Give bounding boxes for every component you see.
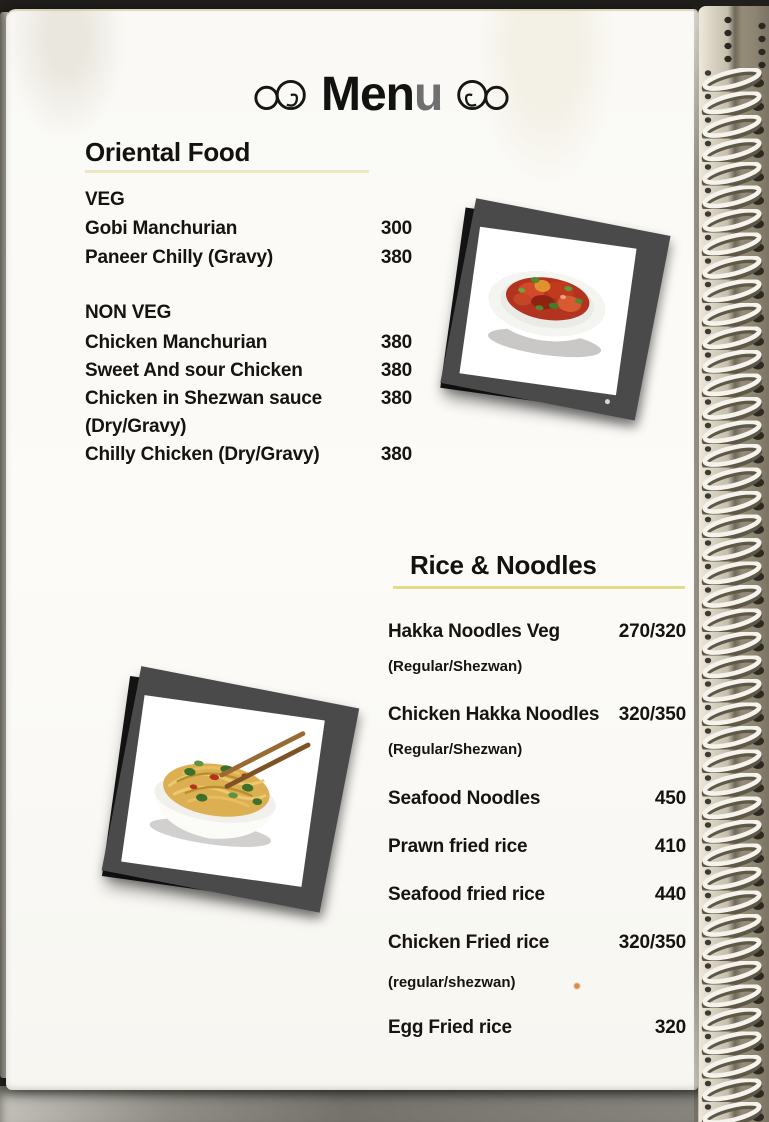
table-surface (0, 1086, 769, 1122)
item-price: 450 (654, 788, 686, 809)
item-price: 440 (654, 884, 686, 905)
item-note-row (85, 415, 412, 439)
item-price: 380 (380, 247, 412, 268)
item-name: Seafood Noodles (388, 788, 541, 809)
menu-item-row (388, 883, 686, 907)
menu-item-row (85, 217, 412, 241)
oriental-food-heading: Oriental Food (85, 137, 251, 167)
menu-page (6, 9, 698, 1090)
menu-item-row (85, 443, 412, 467)
item-name: Paneer Chilly (Gravy) (85, 247, 273, 268)
item-name: Sweet And sour Chicken (85, 360, 303, 381)
item-price: 320/350 (618, 932, 686, 953)
menu-item-row (388, 620, 686, 644)
item-name: Chicken in Shezwan sauce (85, 388, 323, 409)
item-name: Chilly Chicken (Dry/Gravy) (85, 444, 320, 465)
group-label-text: NON VEG (85, 302, 172, 323)
chilli-dish-image (459, 227, 636, 396)
item-price: 270/320 (618, 621, 686, 642)
spiral-coil-icon (698, 6, 769, 1122)
item-note-row (388, 738, 686, 762)
item-name: Seafood fried rice (388, 884, 545, 905)
item-name: Hakka Noodles Veg (388, 621, 560, 642)
menu-item-row (85, 246, 412, 270)
item-price: 410 (654, 836, 686, 857)
rice-heading-underline (393, 586, 685, 589)
menu-title-main: Men (321, 68, 414, 121)
item-note: (regular/shezwan) (388, 974, 516, 991)
item-note: (Regular/Shezwan) (388, 741, 523, 758)
scroll-ornament-right-icon (449, 77, 511, 113)
punch-holes (724, 17, 765, 68)
menu-title-accent: u (414, 68, 443, 121)
menu-item-row (388, 703, 686, 727)
oriental-heading-underline (85, 170, 369, 173)
spiral-binding (698, 6, 769, 1122)
noodles-dish-photo (102, 676, 344, 906)
menu-item-row (388, 1016, 686, 1040)
menu-item-row (388, 787, 686, 811)
menu-title (321, 69, 442, 121)
scroll-ornament-left-icon (252, 77, 314, 113)
menu-item-row (388, 931, 686, 955)
item-note-row (388, 655, 686, 679)
item-name: Chicken Manchurian (85, 332, 268, 353)
item-price: 380 (380, 388, 412, 409)
menu-item-row (85, 387, 412, 411)
menu-item-row (85, 359, 412, 383)
item-price: 320 (654, 1017, 686, 1038)
rice-noodles-heading: Rice & Noodles (410, 550, 597, 580)
item-name: Gobi Manchurian (85, 218, 238, 239)
item-name: Chicken Fried rice (388, 932, 550, 953)
item-price: 320/350 (618, 704, 686, 725)
menu-item-row (388, 835, 686, 859)
noodles-dish-image (121, 695, 325, 887)
frame-screw-dot (605, 399, 611, 405)
item-price: 380 (380, 360, 412, 381)
item-price: 380 (380, 444, 412, 465)
menu-title-row (252, 69, 511, 121)
item-name: Chicken Hakka Noodles (388, 704, 600, 725)
item-note-row (388, 971, 686, 995)
item-price: 380 (380, 332, 412, 353)
item-name: Prawn fried rice (388, 836, 528, 857)
item-note: (Dry/Gravy) (85, 416, 187, 437)
menu-item-row (85, 331, 412, 355)
nonveg-group-label (85, 301, 412, 325)
item-price: 300 (380, 218, 412, 239)
item-name: Egg Fried rice (388, 1017, 512, 1038)
item-note: (Regular/Shezwan) (388, 658, 523, 675)
group-label-text: VEG (85, 189, 125, 210)
veg-group-label (85, 188, 412, 212)
oriental-dish-photo (440, 208, 655, 415)
